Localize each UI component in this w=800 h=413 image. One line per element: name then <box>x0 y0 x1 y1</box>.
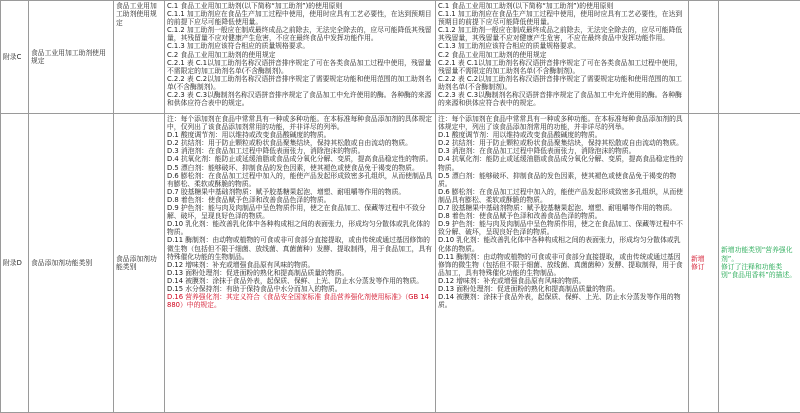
text-line: C.1.3 加工助剂应该符合相应的质量规格要求。 <box>167 42 433 50</box>
appendix-title: 食品添加剂功能类别 <box>29 114 114 413</box>
text-line: C.1.2 加工助剂一般应在制成最终成品之前除去，无法完全除去的，应尽可能降低其残留量，其残留量不应对健康产生危害，不应在最终食品中发挥功能作用。 <box>438 26 686 42</box>
text-line: D.14 被膜剂：涂抹于食品外表，起保质、保鲜、上光、防止水分蒸发等作用的物质。 <box>167 277 433 285</box>
text-line: D.2 抗结剂：用于防止颗粒或粉状食品聚集结块，保持其松散或自由流动的物质。 <box>167 139 433 147</box>
text-line: C.1 食品工业用加工助剂(以下简称“加工助剂”)的使用原则 <box>167 2 433 10</box>
text-line: D.11 酶制剂：由动物或植物的可食或非可食部分直接提取，或由传统或通过基因修饰的微生物（包括但不限于细菌、放线菌、真菌菌种）发酵、提取制得，用于食品加工，具有特殊催化功能的生物制品。 <box>167 236 433 260</box>
text-line: C.2.3 表 C.3以酶制剂名称汉语拼音排序规定了食品加工中允许使用的酶。各种酶的来源和供体应符合表中的规定。 <box>167 91 433 107</box>
status-cell <box>689 1 719 114</box>
text-line: C.1 食品工业用加工助剂(以下简称“加工助剂”)的使用原则 <box>438 2 686 10</box>
text-line: C.1.1 加工助剂应在食品生产加工过程中使用，使用时应具有工艺必要性，在达到预期目的前提下应尽可能降低使用量。 <box>167 10 433 26</box>
appendix-title: 食品工业用加工助剂使用规定 <box>29 1 114 114</box>
text-line: D.4 抗氧化剂：能防止或延缓油脂或食品成分氧化分解、变质，提高食品稳定性的物质。 <box>438 155 686 171</box>
text-line: C.2.1 表 C.1以加工助剂名称汉语拼音排序规定了可在各类食品加工过程中使用，残留量不需限定的加工助剂名单(不含酶制剂)。 <box>438 59 686 75</box>
change-note: 新增功能类别“营养强化剂”。 修订了注释和功能类别“食品用香料”的描述。 <box>719 114 800 413</box>
note-cell <box>719 1 800 114</box>
text-line: D.3 消泡剂：在食品加工过程中降低表面张力，消除泡沫的物质。 <box>167 147 433 155</box>
text-line: C.2 食品工业用加工助剂的使用规定 <box>167 51 433 59</box>
text-line: D.14 被膜剂：涂抹于食品外表，起保质、保鲜、上光、防止水分蒸发等作用的物质。 <box>438 293 686 309</box>
text-line: C.1.1 加工助剂应在食品生产加工过程中使用，使用时应具有工艺必要性，在达到预期目的前提下应尽可能降低使用量。 <box>438 10 686 26</box>
text-line: D.1 酸度调节剂：用以维持或改变食品酸碱度的物质。 <box>438 131 686 139</box>
status-badge: 新增 修订 <box>689 114 719 413</box>
text-line: D.13 面粉处理剂：促进面粉的熟化和提高制品质量的物质。 <box>438 285 686 293</box>
appendix-short-title: 食品工业用加工助剂使用规定 <box>114 1 165 114</box>
text-line: D.1 酸度调节剂：用以维持或改变食品酸碱度的物质。 <box>167 131 433 139</box>
new-text-cell <box>436 114 689 413</box>
text-line: C.2.3 表 C.3以酶制剂名称汉语拼音排序规定了食品加工中允许使用的酶。各种酶的来源和供体应符合表中的规定。 <box>438 91 686 107</box>
text-line: D.10 乳化剂：能改善乳化体中各种构成相之间的表面张力，形成均匀分散体或乳化体的物质。 <box>438 236 686 252</box>
text-line: D.7 胶基糖果中基础剂物质：赋予胶基糖果起泡、增塑、耐咀嚼等作用的物质。 <box>438 204 686 212</box>
text-line: D.8 着色剂：使食品赋予色泽和改善食品色泽的物质。 <box>167 196 433 204</box>
new-text-cell <box>436 1 689 114</box>
table-row <box>1 1 800 114</box>
text-line: D.4 抗氧化剂：能防止或延缓油脂或食品成分氧化分解、变质，提高食品稳定性的物质。 <box>167 155 433 163</box>
text-line: D.15 水分保持剂：有助于保持食品中水分而加入的物质。 <box>167 285 433 293</box>
text-line: C.1.2 加工助剂一般应在制成最终成品之前除去，无法完全除去的，应尽可能降低其残留量，其残留量不应对健康产生危害，不应在最终食品中发挥功能作用。 <box>167 26 433 42</box>
text-line: D.2 抗结剂：用于防止颗粒或粉状食品聚集结块，保持其松散或自由流动的物质。 <box>438 139 686 147</box>
text-line: D.3 消泡剂：在食品加工过程中降低表面张力，消除泡沫的物质。 <box>438 147 686 155</box>
appendix-label: 附录C <box>1 1 29 114</box>
appendix-label: 附录D <box>1 114 29 413</box>
text-line: D.12 增味剂：补充或增强食品原有风味的物质。 <box>438 277 686 285</box>
text-line: D.13 面粉处理剂：促进面粉的熟化和提高制品质量的物质。 <box>167 269 433 277</box>
text-line: C.2.2 表 C.2以加工助剂名称汉语拼音排序规定了需要规定功能和使用范围的加工助剂名单(不含酶制剂)。 <box>438 75 686 91</box>
text-line: D.7 胶基糖果中基础剂物质：赋予胶基糖果起泡、增塑、耐咀嚼等作用的物质。 <box>167 188 433 196</box>
text-line: C.2.2 表 C.2以加工助剂名称汉语拼音排序规定了需要规定功能和使用范围的加工助剂名单(不含酶制剂)。 <box>167 75 433 91</box>
text-line: D.11 酶制剂：由动物或植物的可食或非可食部分直接提取，或由传统或通过基因修饰的微生物（包括但不限于细菌、放线菌、真菌菌种）发酵、提取制得，用于食品加工，具有特殊催化功能的生物制品。 <box>438 253 686 277</box>
text-line: D.6 膨松剂：在食品加工过程中加入的，能使产品发起形成致密多孔组织，从而使制品具有膨松、柔软或酥脆的物质。 <box>167 172 433 188</box>
text-line: C.1.3 加工助剂应该符合相应的质量规格要求。 <box>438 42 686 50</box>
table-row <box>1 114 800 413</box>
text-line: D.10 乳化剂：能改善乳化体中各种构成相之间的表面张力，形成均匀分散体或乳化体的物质。 <box>167 220 433 236</box>
old-text-cell <box>165 114 436 413</box>
text-line: D.5 漂白剂：能够破坏、抑制食品的发色因素，使其褪色或使食品免于褐变的物质。 <box>167 164 433 172</box>
text-line: C.2 食品工业用加工助剂的使用规定 <box>438 51 686 59</box>
text-line: D.6 膨松剂：在食品加工过程中加入的，能使产品发起形成致密多孔组织，从而使制品具有膨松、柔软或酥脆的物质。 <box>438 188 686 204</box>
text-line: 注：每个添加剂在食品中常常具有一种或多种功能。在本标准每种食品添加剂的具体规定中，仅列出了该食品添加剂常用的功能，并非详尽的列举。 <box>167 115 433 131</box>
text-line: D.8 着色剂：使食品赋予色泽和改善食品色泽的物质。 <box>438 212 686 220</box>
text-line: C.2.1 表 C.1以加工助剂名称汉语拼音排序规定了可在各类食品加工过程中使用，残留量不需限定的加工助剂名单(不含酶制剂)。 <box>167 59 433 75</box>
appendix-short-title: 食品添加剂功能类别 <box>114 114 165 413</box>
text-line: D.9 护色剂：能与肉及肉制品中呈色物质作用，使之在食品加工、保藏等过程中不致分解、破坏，呈现良好色泽的物质。 <box>438 220 686 236</box>
text-line-added: D.16 营养强化剂：其定义符合《食品安全国家标准 食品营养强化剂使用标准》（GB 14880）中的规定。 <box>167 293 433 309</box>
text-line: D.5 漂白剂：能够破坏、抑制食品的发色因素，使其褪色或使食品免于褐变的物质。 <box>438 172 686 188</box>
text-line: 注：每个添加剂在食品中常常具有一种或多种功能。在本标准每种食品添加剂的具体规定中，列出了该食品添加剂常用的功能，并非详尽的列举。 <box>438 115 686 131</box>
text-line: D.9 护色剂：能与肉及肉制品中呈色物质作用，使之在食品加工、保藏等过程中不致分解、破坏，呈现良好色泽的物质。 <box>167 204 433 220</box>
text-line: D.12 增味剂：补充或增强食品原有风味的物质。 <box>167 261 433 269</box>
old-text-cell <box>165 1 436 114</box>
